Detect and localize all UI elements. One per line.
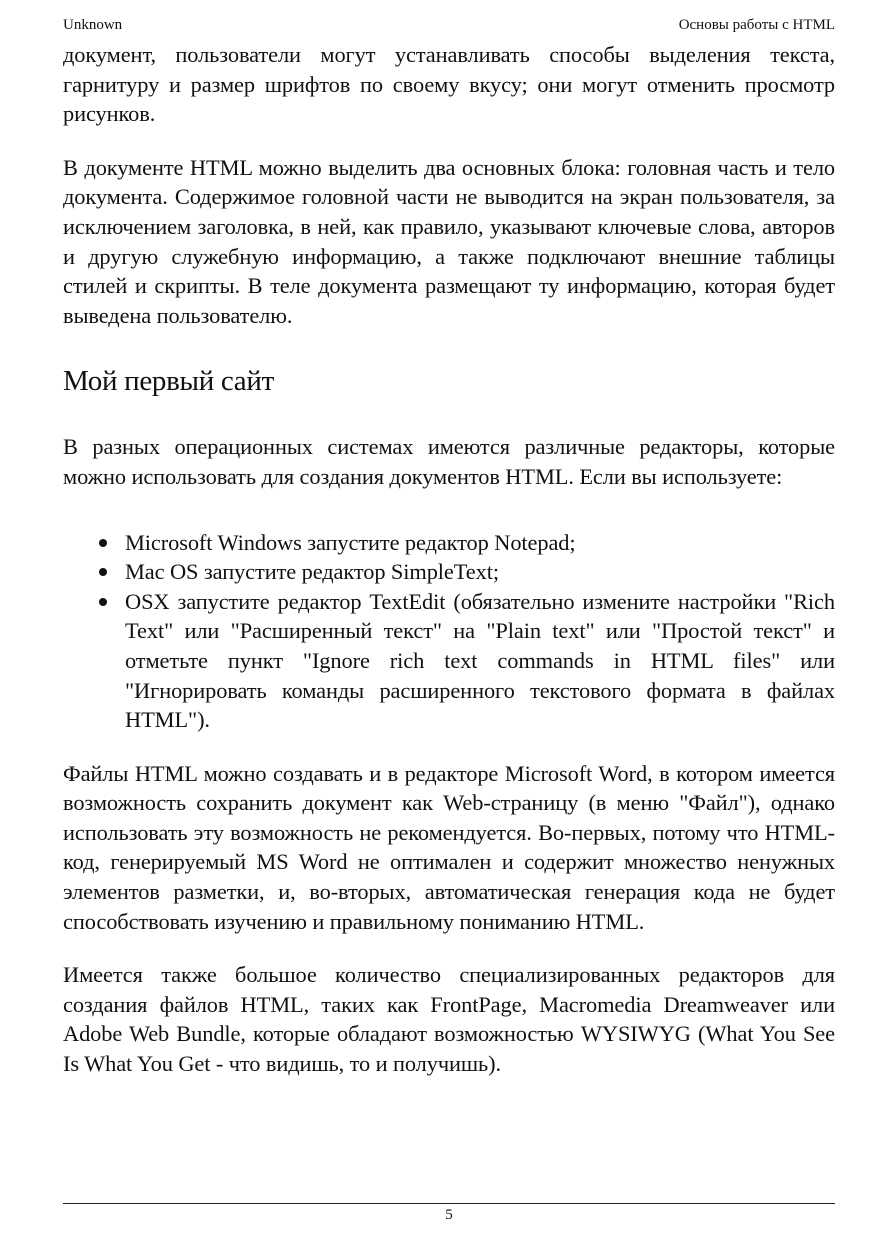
paragraph-ms-word: Файлы HTML можно создавать и в редакторе Microsoft Word, в котором имеется возможность сохранить документ как Web-страницу (в меню "Файл"), однако использовать эту возможность не рекомендуется. Во-первых, потому что HTML-код, генерируемый MS Word не оптимален и содержит множество ненужных элементов разметки, и, во-вторых, автоматическая генерация кода не будет способствовать изучению и правильному пониманию HTML. xyxy=(63,760,835,934)
paragraph-continuation: документ, пользователи могут устанавливать способы выделения текста, гарнитуру и размер шрифтов по своему вкусу; они могут отменить просмотр рисунков. xyxy=(63,42,835,127)
bullet-icon xyxy=(99,539,107,547)
document-page xyxy=(63,0,835,1241)
header-author: Unknown xyxy=(63,17,123,33)
page-number: 5 xyxy=(445,1207,453,1223)
list-item-text: Microsoft Windows запустите редактор Notepad; xyxy=(125,529,576,555)
footer-divider xyxy=(63,1203,835,1204)
list-item-macos xyxy=(63,557,835,587)
bullet-icon xyxy=(99,568,107,576)
page-content xyxy=(63,40,835,1079)
list-item-windows xyxy=(63,528,835,558)
running-header xyxy=(63,16,835,34)
paragraph-editors-intro: В разных операционных системах имеются различные редакторы, которые можно использовать для создания документов HTML. Если вы используете: xyxy=(63,434,835,489)
editors-list xyxy=(63,528,835,735)
list-item-text: OSX запустите редактор TextEdit (обязательно измените настройки "Rich Text" или "Расширенный текст" на "Plain text" или "Простой текст" и отметьте пункт "Ignore rich text commands in HTML files" или "Игнорировать команды расширенного текстового формата в файлах HTML"). xyxy=(125,588,835,733)
bullet-icon xyxy=(99,598,107,606)
header-book-title: Основы работы с HTML xyxy=(678,17,835,33)
list-item-text: Mac OS запустите редактор SimpleText; xyxy=(125,559,499,585)
paragraph-document-structure: В документе HTML можно выделить два основных блока: головная часть и тело документа. Содержимое головной части не выводится на экран пользователя, за исключением заголовка, в ней, как правило, указывают ключевые слова, авторов и другую служебную информацию, а также подключают внешние таблицы стилей и скрипты. В теле документа размещают ту информацию, которая будет выведена пользователю. xyxy=(63,154,835,328)
paragraph-wysiwyg-editors: Имеется также большое количество специализированных редакторов для создания файлов HTML, таких как FrontPage, Macromedia Dreamweaver или Adobe Web Bundle, которые обладают возможностью WYSIWYG (What You See Is What You Get - что видишь, то и получишь). xyxy=(63,962,835,1077)
list-item-osx xyxy=(63,587,835,735)
section-heading: Мой первый сайт xyxy=(63,365,274,398)
